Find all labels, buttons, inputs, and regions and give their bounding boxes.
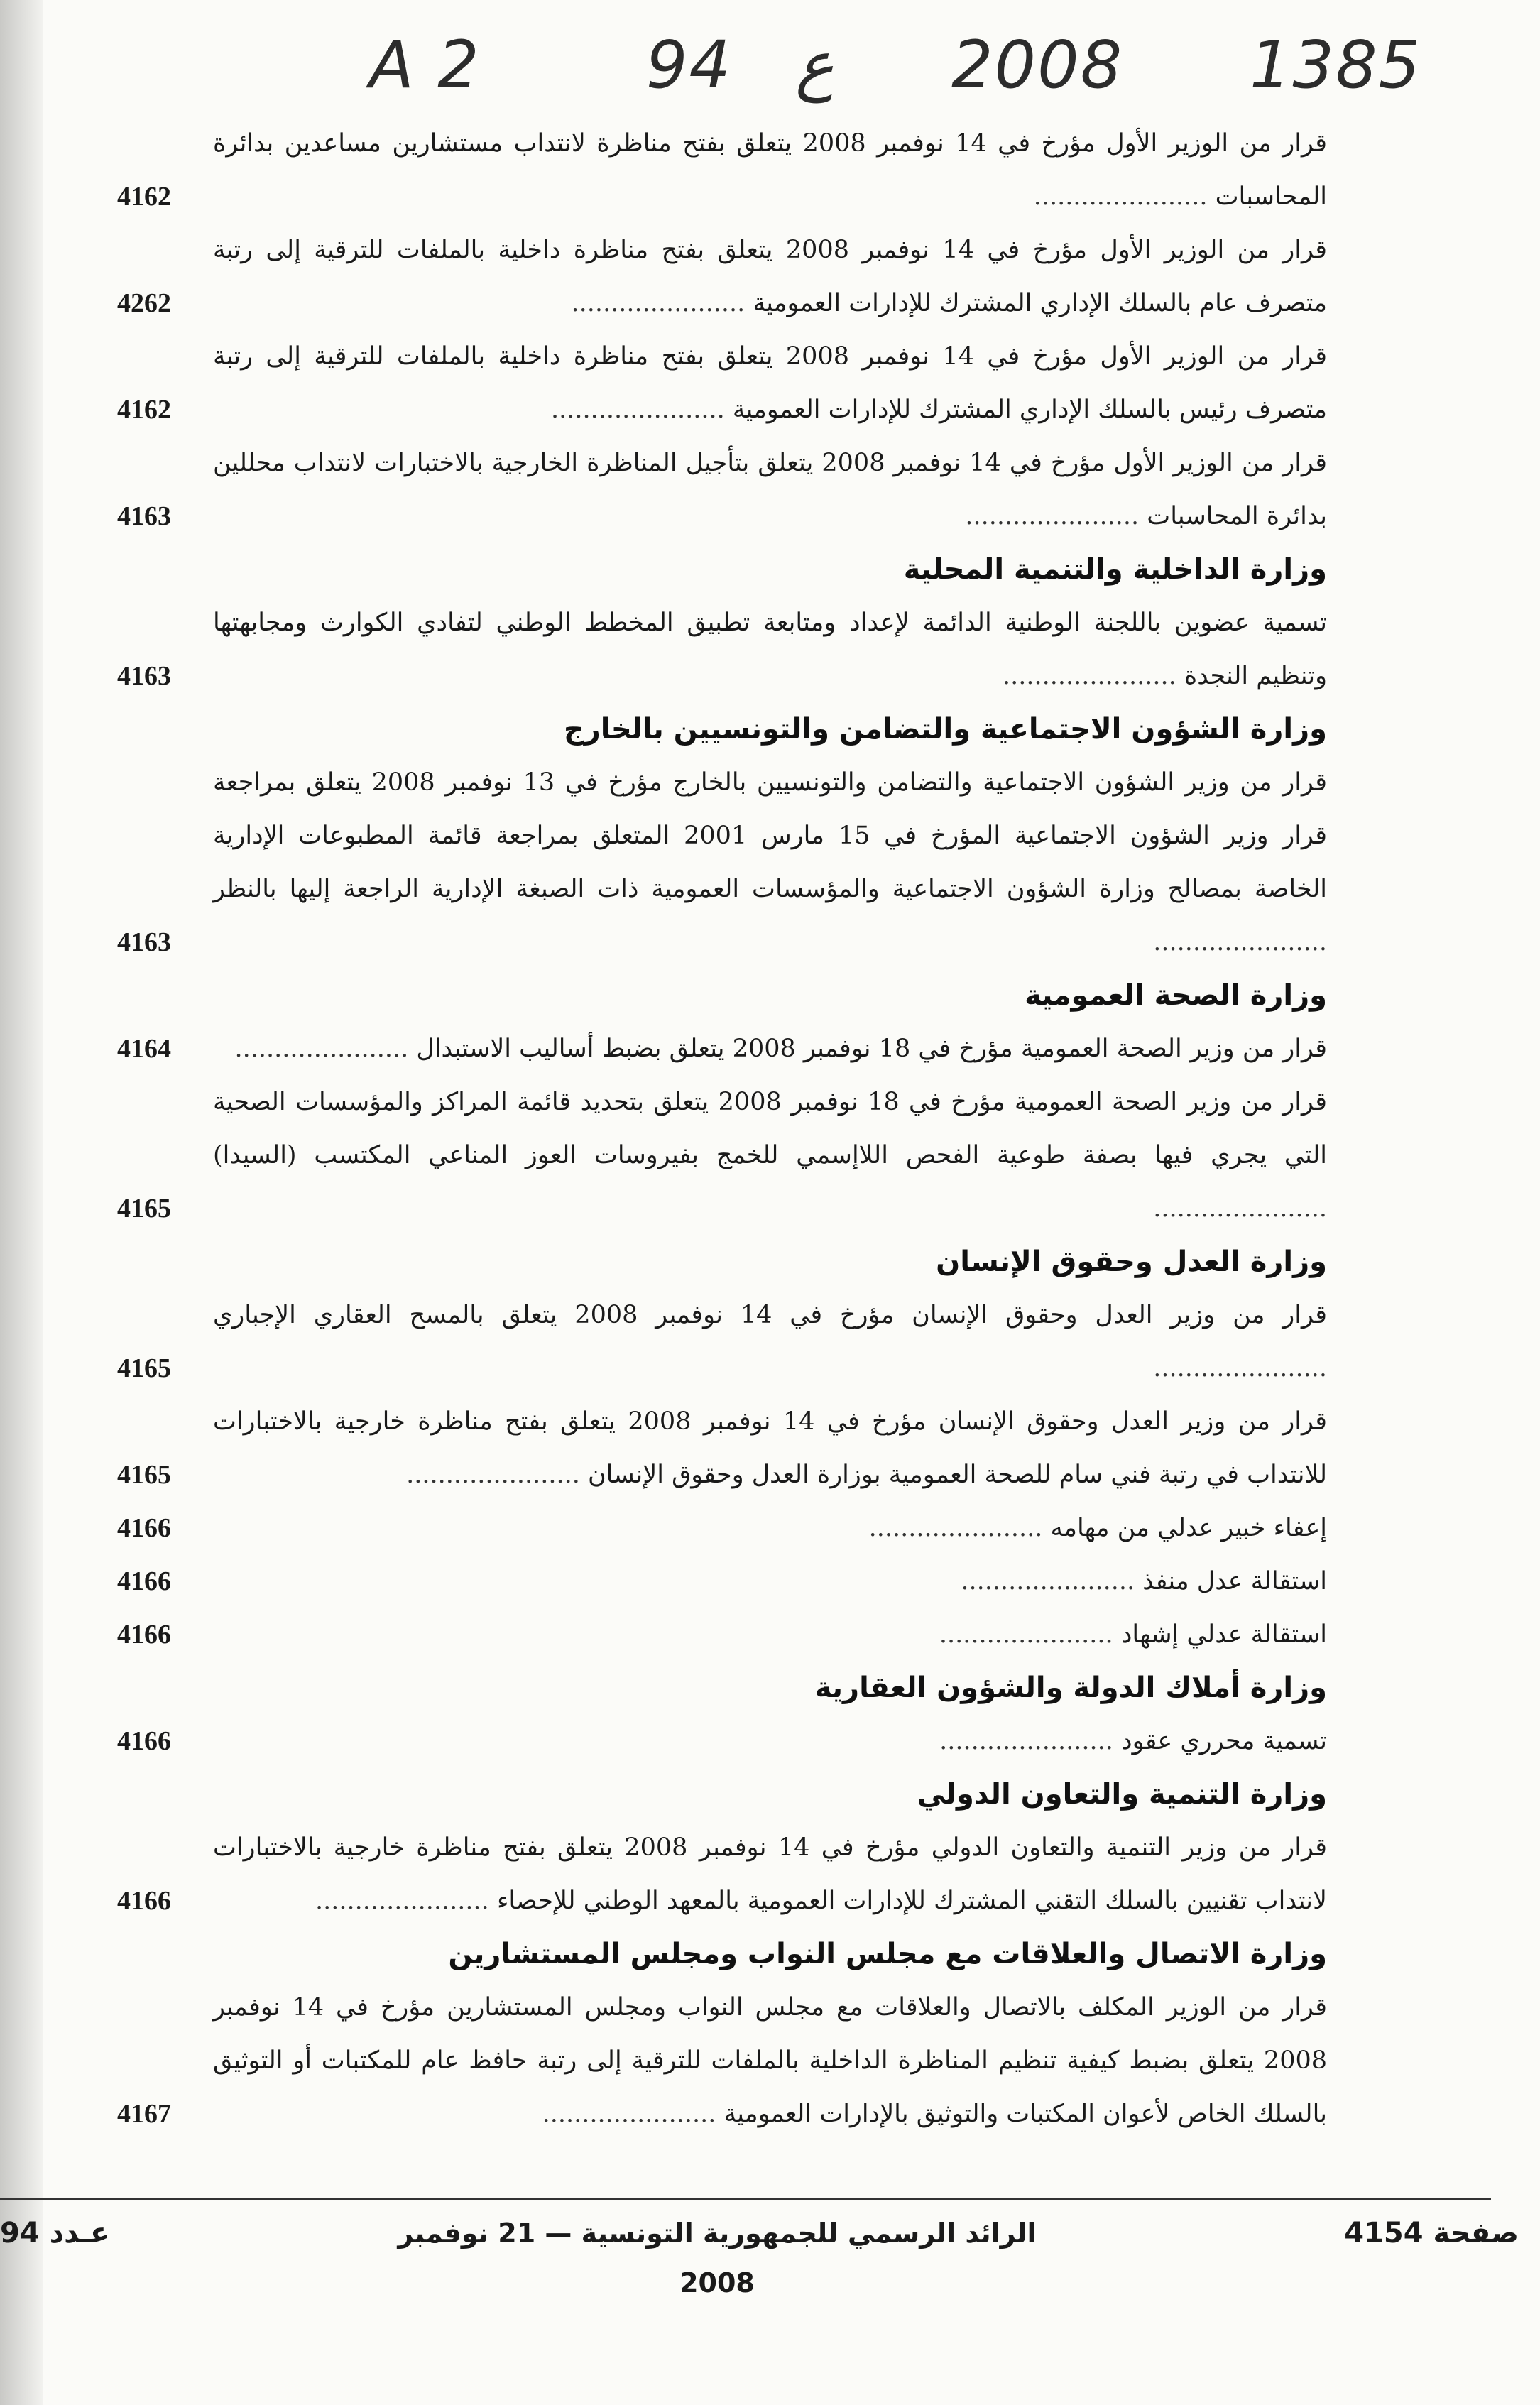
- entry-title: قرار من وزير التنمية والتعاون الدولي مؤرخ في 14 نوفمبر 2008 يتعلق بفتح مناظرة خارجية بالاختبارات لانتداب تقنيين بالسلك التقني المشترك للإدارات العمومية بالمعهد الوطني للإحصاء: [213, 1833, 1327, 1915]
- toc-entry[interactable]: [0, 330, 1540, 437]
- handwritten-note-94: 94: [646, 27, 733, 103]
- footer-rule: [0, 2198, 1491, 2200]
- entry-page-number: 4162: [117, 395, 171, 425]
- entry-title: قرار من وزير الصحة العمومية مؤرخ في 18 نوفمبر 2008 يتعلق بضبط أساليب الاستبدال: [416, 1035, 1327, 1063]
- toc-entry[interactable]: [0, 1555, 1540, 1608]
- entry-title: قرار من الوزير المكلف بالاتصال والعلاقات مع مجلس النواب ومجلس المستشارين مؤرخ في 14 نوفمبر 2008 يتعلق بضبط كيفية تنظيم المناظرة الداخلية بالملفات للترقية إلى رتبة حافظ عام للمكتبات أو التوثيق بالسلك الخاص لأعوان المكتبات والتوثيق بالإدارات العمومية: [213, 1993, 1327, 2128]
- dot-leader: ......................: [571, 289, 753, 317]
- toc-entry[interactable]: [0, 1395, 1540, 1502]
- table-of-contents: [0, 117, 1540, 2141]
- dot-leader: ......................: [961, 1567, 1143, 1596]
- handwritten-note-a2: A 2: [369, 27, 481, 103]
- toc-entry[interactable]: [0, 1715, 1540, 1768]
- dot-leader: ......................: [868, 1514, 1051, 1542]
- entry-page-number: 4165: [117, 1194, 171, 1223]
- entry-page-number: 4166: [117, 1726, 171, 1756]
- handwritten-note-year: 2008: [951, 27, 1124, 103]
- entry-title: استقالة عدل منفذ: [1142, 1567, 1327, 1596]
- toc-entry[interactable]: [0, 437, 1540, 543]
- dot-leader: ......................: [939, 1620, 1121, 1649]
- entry-page-number: 4163: [117, 501, 171, 531]
- toc-entry[interactable]: [0, 756, 1540, 969]
- toc-entry[interactable]: [0, 1289, 1540, 1395]
- footer-page-number: صفحة 4154: [1344, 2217, 1519, 2249]
- entry-page-number: 4166: [117, 1513, 171, 1543]
- handwritten-note-ain: ع: [795, 27, 834, 103]
- dot-leader: ......................: [315, 1887, 497, 1915]
- entry-page-number: 4167: [117, 2099, 171, 2129]
- entry-page-number: 4165: [117, 1353, 171, 1383]
- ministry-heading: وزارة الاتصال والعلاقات مع مجلس النواب ومجلس المستشارين: [448, 1938, 1327, 1970]
- dot-leader: ......................: [1153, 928, 1327, 956]
- entry-page-number: 4166: [117, 1620, 171, 1649]
- toc-entry[interactable]: [0, 224, 1540, 330]
- entry-page-number: 4163: [117, 661, 171, 691]
- entry-title: قرار من الوزير الأول مؤرخ في 14 نوفمبر 2008 يتعلق بفتح مناظرة لانتداب مستشارين مساعدين بدائرة المحاسبات: [213, 129, 1328, 211]
- dot-leader: ......................: [550, 396, 733, 424]
- ministry-heading: وزارة الداخلية والتنمية المحلية: [903, 553, 1327, 586]
- entry-title: إعفاء خبير عدلي من مهامه: [1050, 1514, 1327, 1542]
- ministry-heading: وزارة أملاك الدولة والشؤون العقارية: [814, 1671, 1327, 1704]
- toc-entry[interactable]: [0, 1821, 1540, 1928]
- entry-title: قرار من الوزير الأول مؤرخ في 14 نوفمبر 2008 يتعلق بفتح مناظرة داخلية بالملفات للترقية إلى رتبة متصرف رئيس بالسلك الإداري المشترك للإدارات العمومية: [213, 342, 1328, 424]
- entry-title: قرار من وزير الشؤون الاجتماعية والتضامن والتونسيين بالخارج مؤرخ في 13 نوفمبر 2008 يتعلق بمراجعة قرار وزير الشؤون الاجتماعية المؤرخ في 15 مارس 2001 المتعلق بمراجعة قائمة المطبوعات الإدارية الخاصة بمصالح وزارة الشؤون الاجتماعية والمؤسسات العمومية ذات الصبغة الإدارية الراجعة إليها بالنظر: [213, 768, 1328, 903]
- dot-leader: ......................: [542, 2100, 724, 2128]
- entry-title: قرار من وزير العدل وحقوق الإنسان مؤرخ في 14 نوفمبر 2008 يتعلق بفتح مناظرة خارجية بالاختبارات للانتداب في رتبة فني سام للصحة العمومية بوزارة العدل وحقوق الإنسان: [213, 1407, 1328, 1489]
- dot-leader: ......................: [1033, 182, 1216, 211]
- toc-entry[interactable]: [0, 1022, 1540, 1076]
- entry-page-number: 4162: [117, 182, 171, 212]
- dot-leader: ......................: [965, 502, 1147, 530]
- entry-title: قرار من وزير الصحة العمومية مؤرخ في 18 نوفمبر 2008 يتعلق بتحديد قائمة المراكز والمؤسسات الصحية التي يجري فيها بصفة طوعية الفحص اللاإسمي للخمج بفيروسات العوز المناعي المكتسب (السيدا): [213, 1088, 1328, 1169]
- ministry-heading: وزارة العدل وحقوق الإنسان: [936, 1245, 1327, 1278]
- entry-title: قرار من الوزير الأول مؤرخ في 14 نوفمبر 2008 يتعلق بفتح مناظرة داخلية بالملفات للترقية إلى رتبة متصرف عام بالسلك الإداري المشترك للإدارات العمومية: [213, 236, 1328, 317]
- footer-journal-title: الرائد الرسمي للجمهورية التونسية — 21 نوفمبر 2008: [398, 2218, 1037, 2298]
- entry-page-number: 4262: [117, 288, 171, 318]
- dot-leader: ......................: [1002, 662, 1184, 690]
- entry-page-number: 4164: [117, 1034, 171, 1064]
- entry-page-number: 4166: [117, 1886, 171, 1916]
- dot-leader: ......................: [1153, 1354, 1327, 1383]
- page-footer: [0, 2208, 1540, 2298]
- toc-entry[interactable]: [0, 1076, 1540, 1236]
- dot-leader: ......................: [234, 1035, 417, 1063]
- entry-page-number: 4166: [117, 1566, 171, 1596]
- entry-page-number: 4165: [117, 1460, 171, 1490]
- entry-title: قرار من وزير العدل وحقوق الإنسان مؤرخ في 14 نوفمبر 2008 يتعلق بالمسح العقاري الإجباري: [213, 1301, 1327, 1329]
- toc-entry[interactable]: [0, 117, 1540, 224]
- handwritten-annotation: [0, 13, 1540, 119]
- ministry-heading: وزارة الشؤون الاجتماعية والتضامن والتونسيين بالخارج: [563, 713, 1327, 746]
- entry-title: تسمية محرري عقود: [1121, 1727, 1327, 1755]
- entry-title: تسمية عضوين باللجنة الوطنية الدائمة لإعداد ومتابعة تطبيق المخطط الوطني لتفادي الكوارث ومجابهتها وتنظيم النجدة: [213, 609, 1327, 690]
- dot-leader: ......................: [939, 1727, 1122, 1755]
- entry-page-number: 4163: [117, 927, 171, 957]
- dot-leader: ......................: [406, 1461, 588, 1489]
- toc-entry[interactable]: [0, 1502, 1540, 1555]
- entry-title: استقالة عدلي إشهاد: [1120, 1620, 1327, 1649]
- handwritten-note-number: 1385: [1250, 27, 1422, 103]
- ministry-heading: وزارة الصحة العمومية: [1025, 979, 1327, 1012]
- footer-issue-number: عـدد 94: [0, 2217, 110, 2249]
- toc-entry[interactable]: [0, 1608, 1540, 1662]
- toc-entry[interactable]: [0, 1981, 1540, 2141]
- toc-entry[interactable]: [0, 596, 1540, 703]
- entry-title: قرار من الوزير الأول مؤرخ في 14 نوفمبر 2008 يتعلق بتأجيل المناظرة الخارجية بالاختبارات لانتداب محللين بدائرة المحاسبات: [213, 449, 1327, 530]
- dot-leader: ......................: [1153, 1194, 1327, 1223]
- ministry-heading: وزارة التنمية والتعاون الدولي: [917, 1778, 1327, 1811]
